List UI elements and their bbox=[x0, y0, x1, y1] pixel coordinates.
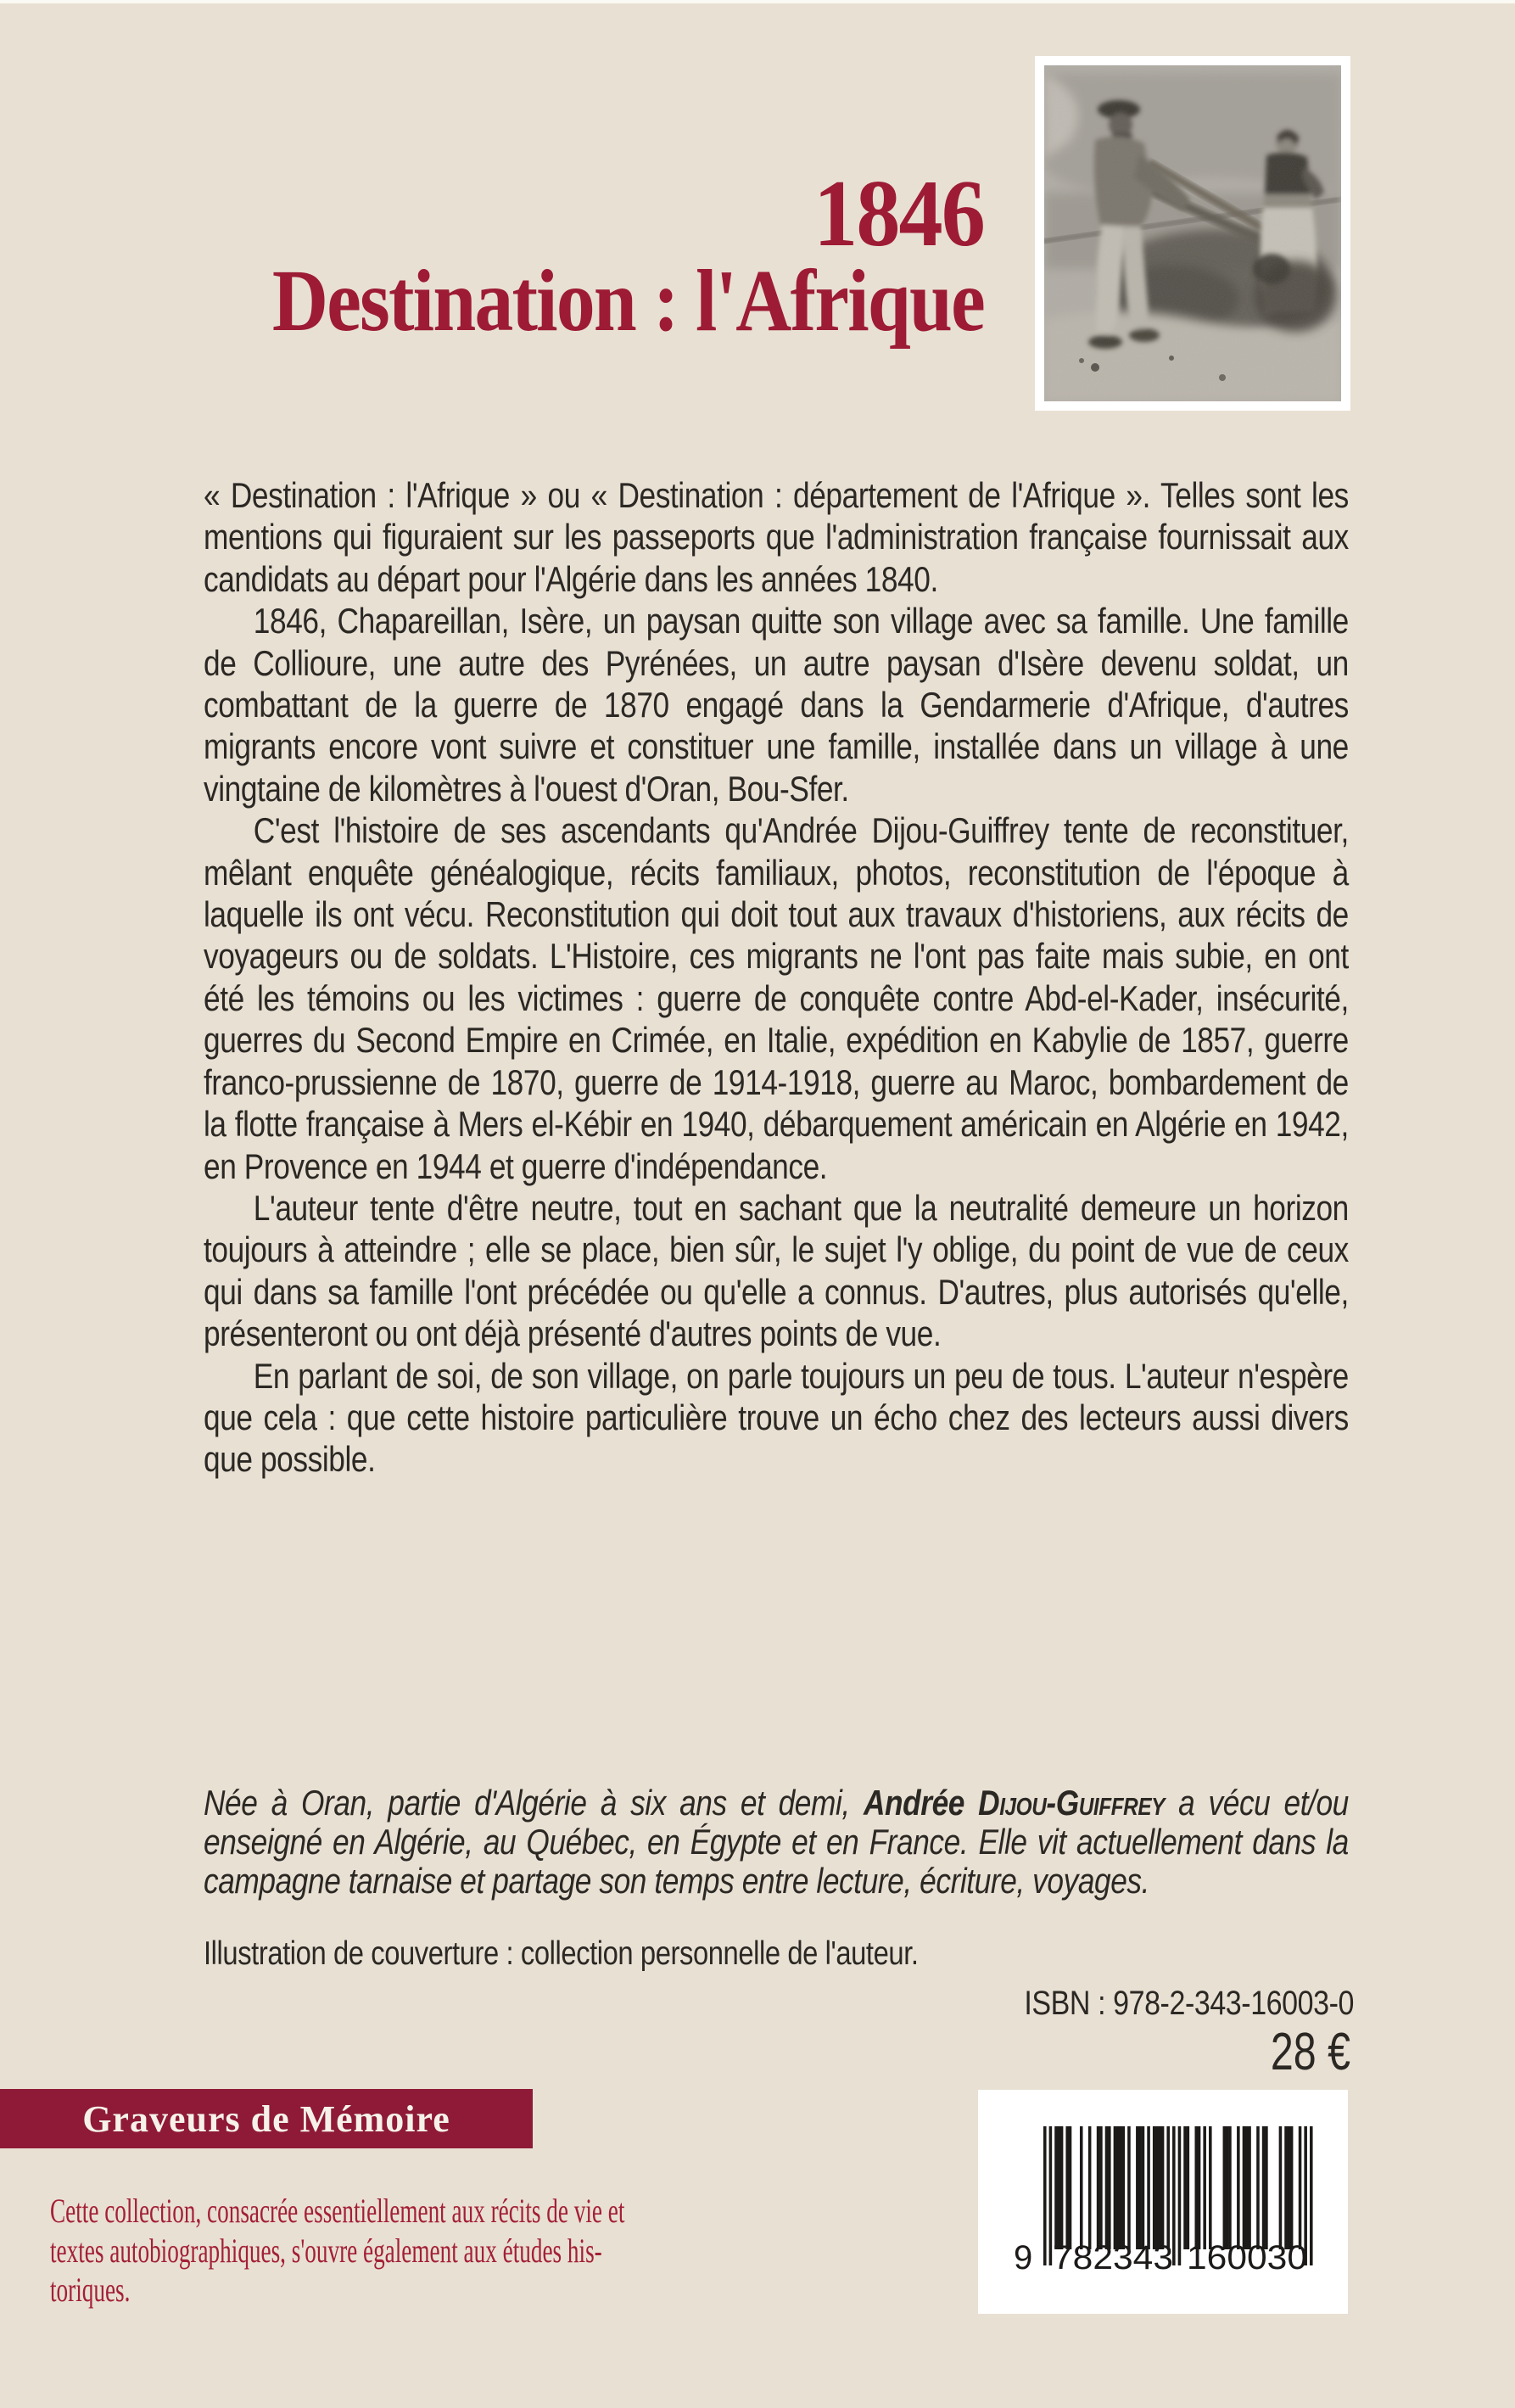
synopsis-block bbox=[204, 474, 1349, 1481]
synopsis-paragraph: L'auteur tente d'être neutre, tout en sachant que la neutralité demeure un horizon toujours à atteindre ; elle se place, bien sûr, le sujet l'y oblige, du point de vue de ceux qui dans sa famille l'ont précédée ou qu'elle a connus. D'autres, plus autorisés qu'elle, présenteront ou ont déjà présenté d'autres points de vue. bbox=[204, 1187, 1349, 1354]
collection-description-line: toriques. bbox=[50, 2271, 131, 2309]
collection-description bbox=[50, 2192, 719, 2310]
page-edge-strip bbox=[0, 0, 1515, 3]
author-bio bbox=[204, 1784, 1349, 1901]
cover-photo-frame bbox=[1035, 56, 1350, 411]
cover-illustration-credit: Illustration de couverture : collection personnelle de l'auteur. bbox=[204, 1935, 919, 1972]
author-name-first: Andrée bbox=[863, 1783, 979, 1823]
synopsis-paragraph: « Destination : l'Afrique » ou « Destination : département de l'Afrique ». Telles sont les mentions qui figuraient sur les passeports que l'administration française fournissait aux candidats au départ pour l'Algérie dans les années 1840. bbox=[204, 475, 1349, 599]
collection-description-line: Cette collection, consacrée essentiellement aux récits de vie et bbox=[50, 2192, 625, 2230]
author-bio-lead: Née à Oran, partie d'Algérie à six ans et demi, bbox=[204, 1783, 864, 1823]
barcode-digits-right: 160030 bbox=[1187, 2239, 1307, 2276]
author-bio-rest: a vécu et/ou enseigné en Algérie, au Québec, en Égypte et en France. Elle vit actuellement dans la campagne tarnaise et partage son temps entre lecture, écriture, voyages. bbox=[204, 1783, 1349, 1901]
isbn-text: ISBN : 978-2-343-16003-0 bbox=[1024, 1985, 1354, 2022]
synopsis-paragraph: 1846, Chapareillan, Isère, un paysan quitte son village avec sa famille. Une famille de Collioure, une autre des Pyrénées, un autre paysan d'Isère devenu soldat, un combattant de la guerre de 1870 engagé dans la Gendarmerie d'Afrique, d'autres migrants encore vont suivre et constituer une famille, installée dans un village à une vingtaine de kilomètres à l'ouest d'Oran, Bou-Sfer. bbox=[204, 601, 1349, 809]
title-year: 1846 bbox=[813, 161, 984, 266]
ean13-barcode bbox=[978, 2090, 1348, 2314]
cover-photo bbox=[1044, 65, 1341, 401]
collection-banner bbox=[0, 2089, 533, 2148]
author-name-last: Dijou-Guiffrey bbox=[978, 1783, 1166, 1823]
collection-description-line: textes autobiographiques, s'ouvre également aux études his- bbox=[50, 2231, 602, 2270]
price-text: 28 € bbox=[1270, 2023, 1350, 2081]
synopsis-paragraph: C'est l'histoire de ses ascendants qu'Andrée Dijou-Guiffrey tente de reconstituer, mêlant enquête généalogique, récits familiaux, photos, reconstitution de l'époque à laquelle ils ont vécu. Reconstitution qui doit tout aux travaux d'historiens, aux récits de voyageurs ou de soldats. L'Histoire, ces migrants ne l'ont pas faite mais subie, en ont été les témoins ou les victimes : guerre de conquête contre Abd-el-Kader, insécurité, guerres du Second Empire en Crimée, en Italie, expédition en Kabylie de 1857, guerre franco-prussienne de 1870, guerre de 1914-1918, guerre au Maroc, bombardement de la flotte française à Mers el-Kébir en 1940, débarquement américain en Algérie en 1942, en Provence en 1944 et guerre d'indépendance. bbox=[204, 810, 1349, 1186]
barcode-digit-prefix: 9 bbox=[1014, 2239, 1033, 2276]
barcode-panel bbox=[978, 2090, 1348, 2314]
collection-banner-label: Graveurs de Mémoire bbox=[82, 2097, 450, 2140]
barcode-digits-left: 782343 bbox=[1053, 2239, 1173, 2276]
title-main: Destination : l'Afrique bbox=[271, 252, 984, 350]
synopsis-paragraph: En parlant de soi, de son village, on parle toujours un peu de tous. L'auteur n'espère que cela : que cette histoire particulière trouve un écho chez des lecteurs aussi divers que possible. bbox=[204, 1355, 1349, 1480]
